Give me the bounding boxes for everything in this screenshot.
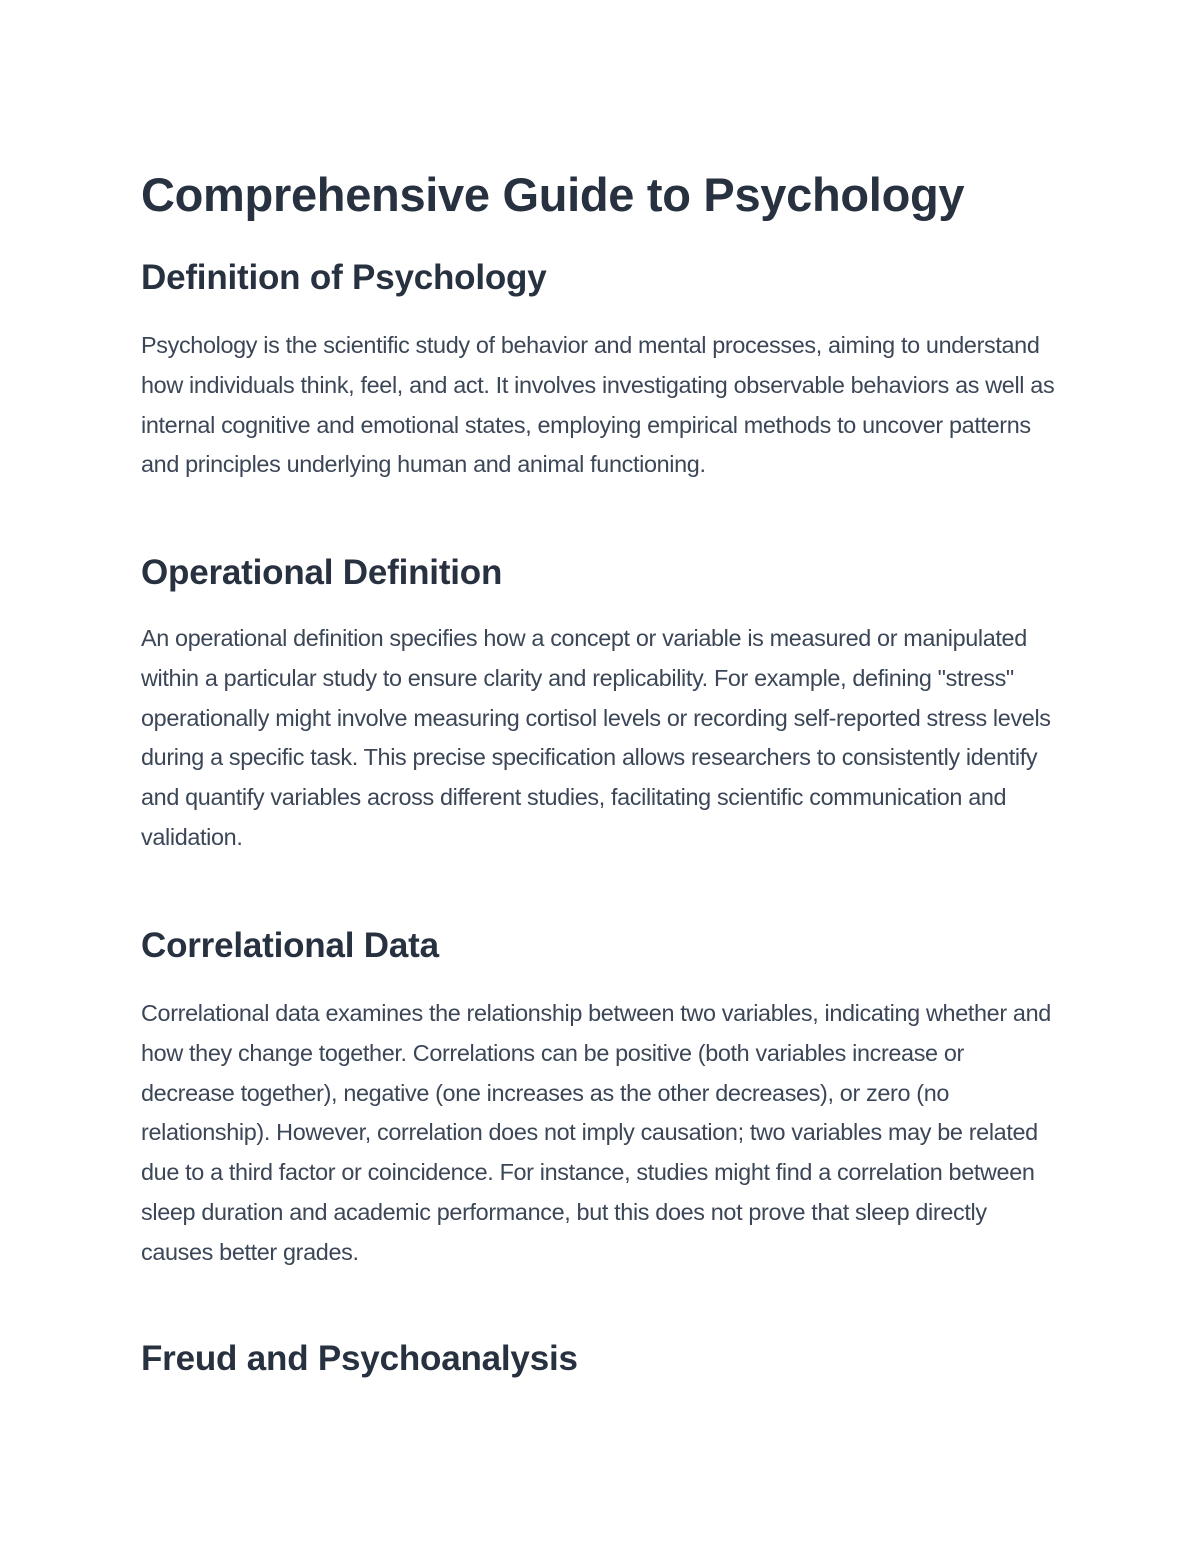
section-heading-freud-and-psychoanalysis: Freud and Psychoanalysis — [141, 1339, 578, 1378]
section-heading-operational-definition: Operational Definition — [141, 553, 503, 592]
section-heading-correlational-data: Correlational Data — [141, 926, 439, 965]
section-body-definition-of-psychology: Psychology is the scientific study of behavior and mental processes, aiming to understand how individuals think, feel, and act. It involves investigating observable behaviors as well as internal cognitive and emotional states, employing empirical methods to uncover patterns and principles underlying human and animal functioning. — [141, 332, 1055, 478]
section-heading-definition-of-psychology: Definition of Psychology — [141, 258, 547, 297]
document-title: Comprehensive Guide to Psychology — [141, 168, 965, 221]
section-body-correlational-data: Correlational data examines the relationship between two variables, indicating whether and how they change together. Correlations can be positive (both variables increase or decrease together), negative (one increases as the other decreases), or zero (no relationship). However, correlation does not imply causation; two variables may be related due to a third factor or coincidence. For instance, studies might find a correlation between sleep duration and academic performance, but this does not prove that sleep directly causes better grades. — [141, 1000, 1051, 1265]
section-body-operational-definition: An operational definition specifies how a concept or variable is measured or manipulated within a particular study to ensure clarity and replicability. For example, defining "stress" operationally might involve measuring cortisol levels or recording self-reported stress levels during a specific task. This precise specification allows researchers to consistently identify and quantify variables across different studies, facilitating scientific communication and validation. — [141, 625, 1051, 850]
